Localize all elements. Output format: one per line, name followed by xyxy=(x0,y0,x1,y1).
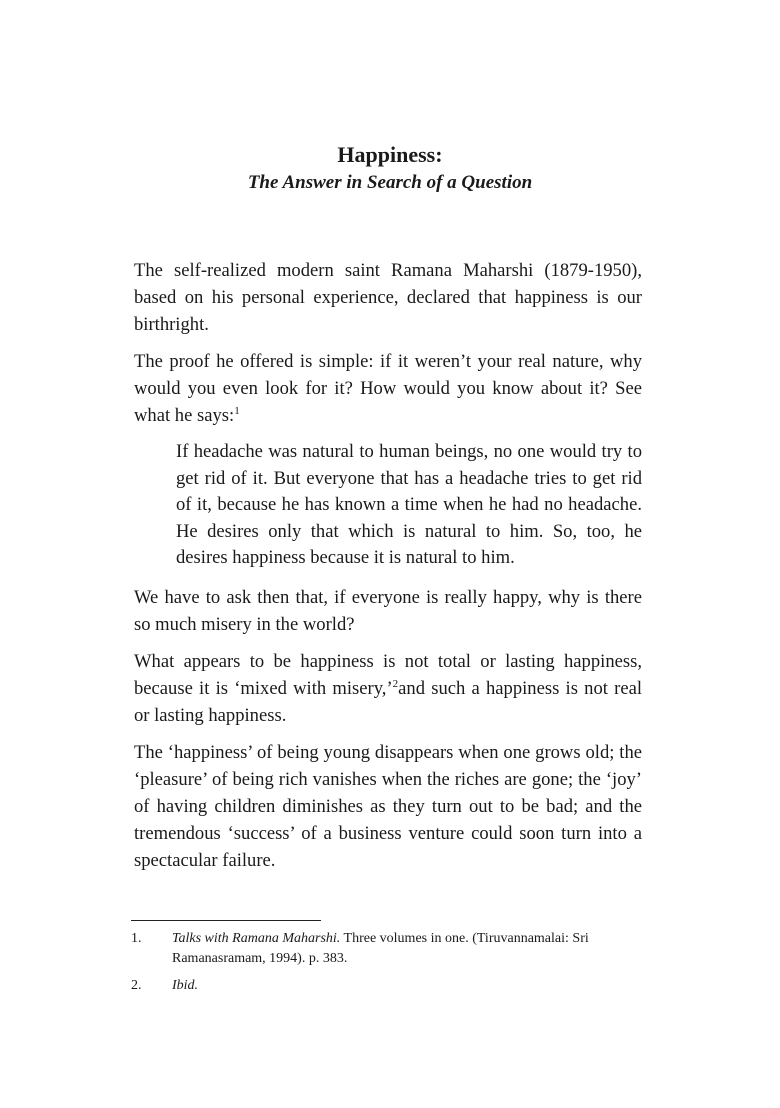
paragraph-2-text: The proof he offered is simple: if it weren’t your real nature, why would you even look for it? How would you know about it? See what he says: xyxy=(134,351,642,426)
body-text xyxy=(134,257,642,884)
footnote-source-title: Talks with Ramana Maharshi. xyxy=(172,931,341,946)
footnote-2 xyxy=(131,976,643,996)
footnote-ref-1: 1 xyxy=(234,405,240,417)
paragraph-5: The ‘happiness’ of being young disappears when one grows old; the ‘pleasure’ of being rich vanishes when the riches are gone; the ‘joy’ of having children diminishes as they turn out to be bad; and the tremendous ‘success’ of a business venture could soon turn into a spectacular failure. xyxy=(134,741,642,871)
footnote-text xyxy=(172,976,643,996)
footnote-source-title: Ibid. xyxy=(172,978,199,993)
paragraph-4 xyxy=(134,648,642,729)
footnote-citation: Three volumes in one. (Tiruvannamalai: Sri Ramanasramam, 1994). p. 383. xyxy=(172,931,589,966)
paragraph-4-text-a: What appears to be happiness is not total or lasting happiness, because it is ‘mixed with misery,’ xyxy=(134,650,642,699)
footnote-ref-2: 2 xyxy=(392,677,399,690)
footnote-number: 1. xyxy=(131,931,142,946)
footnote-number: 2. xyxy=(131,978,142,993)
paragraph-2 xyxy=(134,348,642,429)
block-quote: If headache was natural to human beings, no one would try to get rid of it. But everyone that has a headache tries to get rid of it, because he has known a time when he had no headache. He desires only that which is natural to him. So, too, he desires happiness because it is natural to him. xyxy=(176,441,642,568)
footnote-1 xyxy=(131,929,643,969)
footnote-divider xyxy=(131,920,321,921)
paragraph-4-text-b: and such a happiness is not real or lasting happiness. xyxy=(134,677,642,726)
chapter-title: Happiness: xyxy=(337,142,443,167)
chapter-subtitle: The Answer in Search of a Question xyxy=(247,172,533,193)
footnote-text xyxy=(172,929,643,969)
footnotes xyxy=(131,929,643,1003)
paragraph-3: We have to ask then that, if everyone is really happy, why is there so much misery in the world? xyxy=(134,586,642,635)
paragraph-1: The self-realized modern saint Ramana Maharshi (1879-1950), based on his personal experience, declared that happiness is our birthright. xyxy=(134,260,642,335)
